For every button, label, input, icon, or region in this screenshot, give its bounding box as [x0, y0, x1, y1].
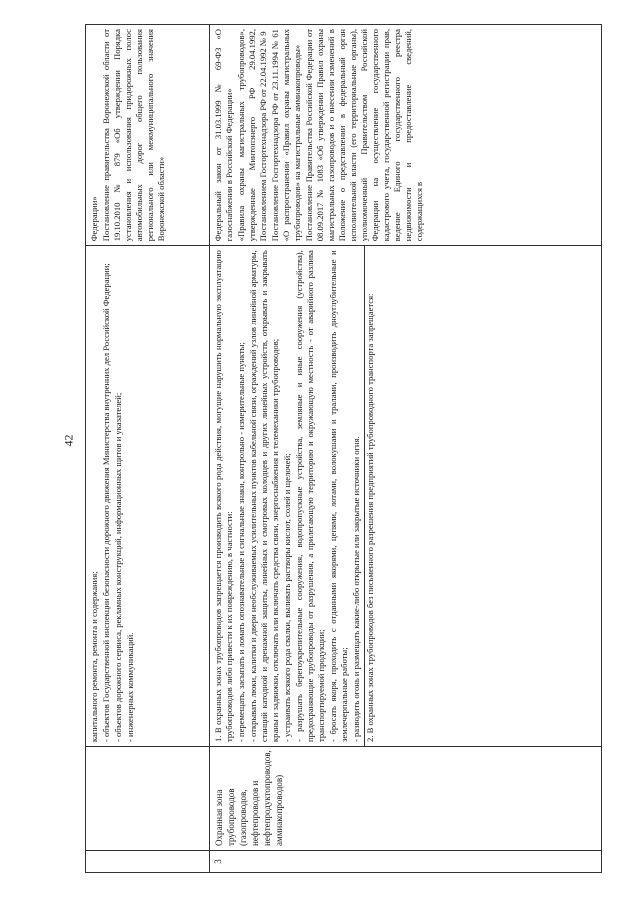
- prev-req-line: - инженерных коммуникаций.: [125, 632, 135, 742]
- row-3-number: 3: [210, 850, 601, 872]
- prev-row-basis-cell: [86, 25, 210, 245]
- req-line: - открывать люки, калитки и двери необслуживаемых усилительных пунктов кабельной связи, ограждений узлов линейной арматуры, станций катодной и дренажной защиты, линейных и смотровых колодцев и других линейных устройств, открывать и закрывать краны и задвижки, отключать или включать средства связи, энергоснабжения и телемеханики трубопроводов;: [248, 250, 280, 742]
- basis-line: «Правила охраны магистральных трубопроводов», утвержденные Минтопэнерго РФ 29.04.1992, Постановлением Госгортехнадзора РФ от 22.04.1992 № 9: [236, 29, 268, 242]
- prev-req-line: капитального ремонта, ремонта и содержания;: [89, 571, 99, 742]
- page-number: 42: [61, 434, 76, 447]
- req-line: - разводить огонь и размещать какие-либо открытые или закрытые источники огня.: [351, 436, 361, 742]
- prev-basis-line: Федерации»: [89, 196, 99, 242]
- req-line: - бросать якоря, проходить с отданными якорями, цепями, лотами, волокушами и тралами, производить дноуглубительные и землечерпальные работы;: [328, 250, 349, 742]
- req-line: - перемещать, засыпать и ломать опознавательные и сигнальные знаки, контрольно - измерительные пункты;: [236, 342, 246, 742]
- basis-line: Постановление Госгортехнадзора РФ от 23.11.1994 № 61 «О распространении «Правил охраны магистральных трубопроводов» на магистральные аммиакопроводы»: [270, 29, 302, 242]
- req-line: - устраивать всякого рода свалки, выливать растворы кислот, солей и щелочей;: [282, 453, 292, 742]
- regulations-table: [85, 24, 602, 873]
- prev-req-line: - объектов Государственной инспекции безопасности дорожного движения Министерства внутренних дел Российской Федерации;: [101, 263, 111, 742]
- prev-req-line: - объектов дорожного сервиса, рекламных конструкций, информационных щитов и указателей;: [113, 392, 123, 742]
- row-3-zone-name: Охранная зона трубопроводов (газопроводов, нефтепроводов и нефтепродуктопроводов, аммиакопроводов): [210, 746, 601, 850]
- row-3-requirements-cell: [210, 245, 601, 872]
- row-3-basis-cell: [210, 25, 601, 245]
- req-line: - разрушать берегоукрепительные сооружения, водопропускные устройства, земляные и иные сооружения (устройства), предохраняющие трубопроводы от разрушения, а прилегающую территорию и окружающую местность - от аварийного разлива транспортируемой продукции;: [294, 250, 326, 742]
- prev-row-subgrid: [86, 246, 209, 872]
- row-3-requirements: [210, 246, 601, 746]
- prev-row-requirements: [86, 246, 209, 746]
- rotated-table-page: [85, 24, 602, 873]
- req-line-2: 2. В охранных зонах трубопроводов без письменного разрешения предприятий трубопроводного транспорта запрещается:: [365, 293, 375, 742]
- prev-row-zone-cell: [86, 746, 209, 850]
- basis-line: Федеральный закон от 31.03.1999 № 69-ФЗ «О газоснабжении в Российской Федерации»: [213, 29, 234, 242]
- prev-basis-line: Постановление правительства Воронежской области от 19.10.2010 № 879 «Об утверждении Порядка установления и использования придорожных полос автомобильных дорог общего пользования регионального или межмуниципального значения Воронежской области»: [101, 29, 166, 242]
- req-line: 1. В охранных зонах трубопроводов запрещается производить всякого рода действия, могущие нарушить нормальную эксплуатацию трубопроводов либо привести к их повреждению, в частности:: [213, 250, 234, 742]
- basis-line: Постановление Правительства Российской Федерации от 08.09.2017 № 1083 «Об утверждении Правил охраны магистральных газопроводов и о внесении изменений в Положение о представлении в федеральный орган исполнительной власти (его территориальные органы), уполномоченный Правительством Российской Федерации на осуществление государственного кадастрового учета, государственной регистрации прав, ведение Единого государственного реестра недвижимости и предоставление сведений, содержащихся в: [304, 29, 424, 242]
- prev-row-number-cell: [86, 850, 209, 872]
- prev-row-requirements-cell: [86, 245, 210, 872]
- row-3-subgrid: [210, 246, 601, 872]
